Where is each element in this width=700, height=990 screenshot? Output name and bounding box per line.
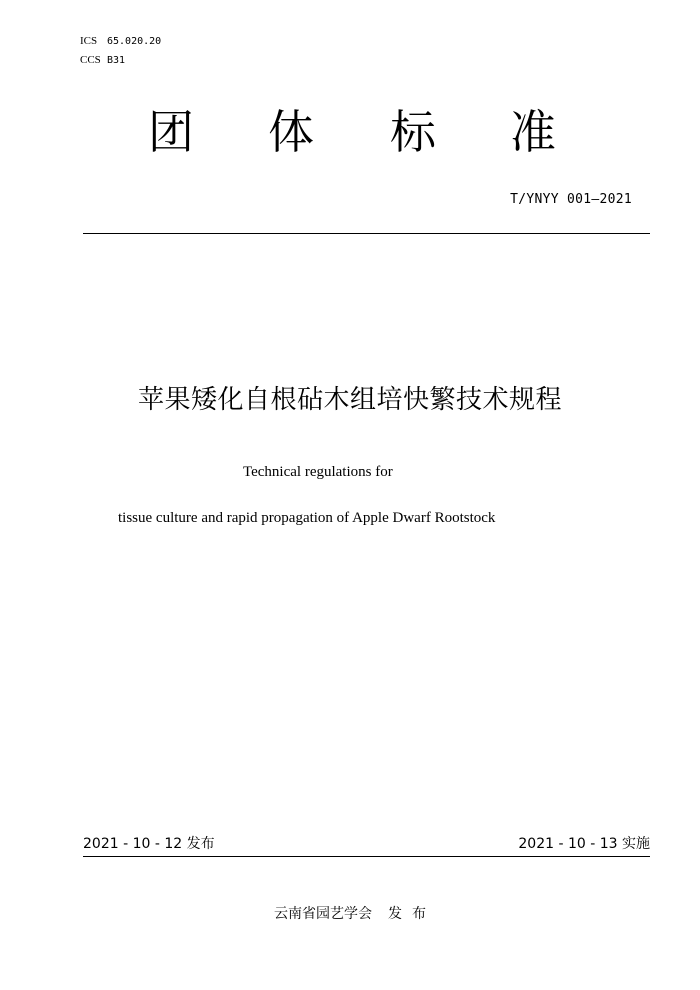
top-divider [83, 233, 650, 234]
title-char-4: 准 [510, 105, 556, 159]
publisher-name: 云南省园艺学会 [274, 906, 372, 922]
publisher-action-1: 发 [388, 906, 402, 922]
standard-type-title [0, 100, 700, 170]
title-char-2: 体 [268, 105, 314, 159]
chinese-title: 苹果矮化自根砧木组培快繁技术规程 [137, 385, 562, 415]
publisher-action-2: 布 [412, 906, 426, 922]
ics-value: 65.020.20 [107, 36, 162, 47]
publisher [0, 904, 700, 924]
title-char-3: 标 [390, 105, 436, 159]
issue-date: 2021 - 10 - 12 发布 [83, 836, 215, 852]
ccs-code [80, 53, 125, 68]
title-char-1: 团 [148, 105, 194, 159]
standard-number: T/YNYY 001—2021 [510, 192, 632, 207]
ccs-label: CCS [80, 54, 101, 66]
english-title-line-2: tissue culture and rapid propagation of Apple Dwarf Rootstock [118, 510, 496, 526]
english-title-line-1: Technical regulations for [243, 464, 393, 480]
ics-code [80, 34, 161, 49]
bottom-divider [83, 856, 650, 857]
implement-date: 2021 - 10 - 13 实施 [518, 836, 650, 852]
ics-label: ICS [80, 35, 98, 47]
ccs-value: B31 [107, 55, 126, 66]
